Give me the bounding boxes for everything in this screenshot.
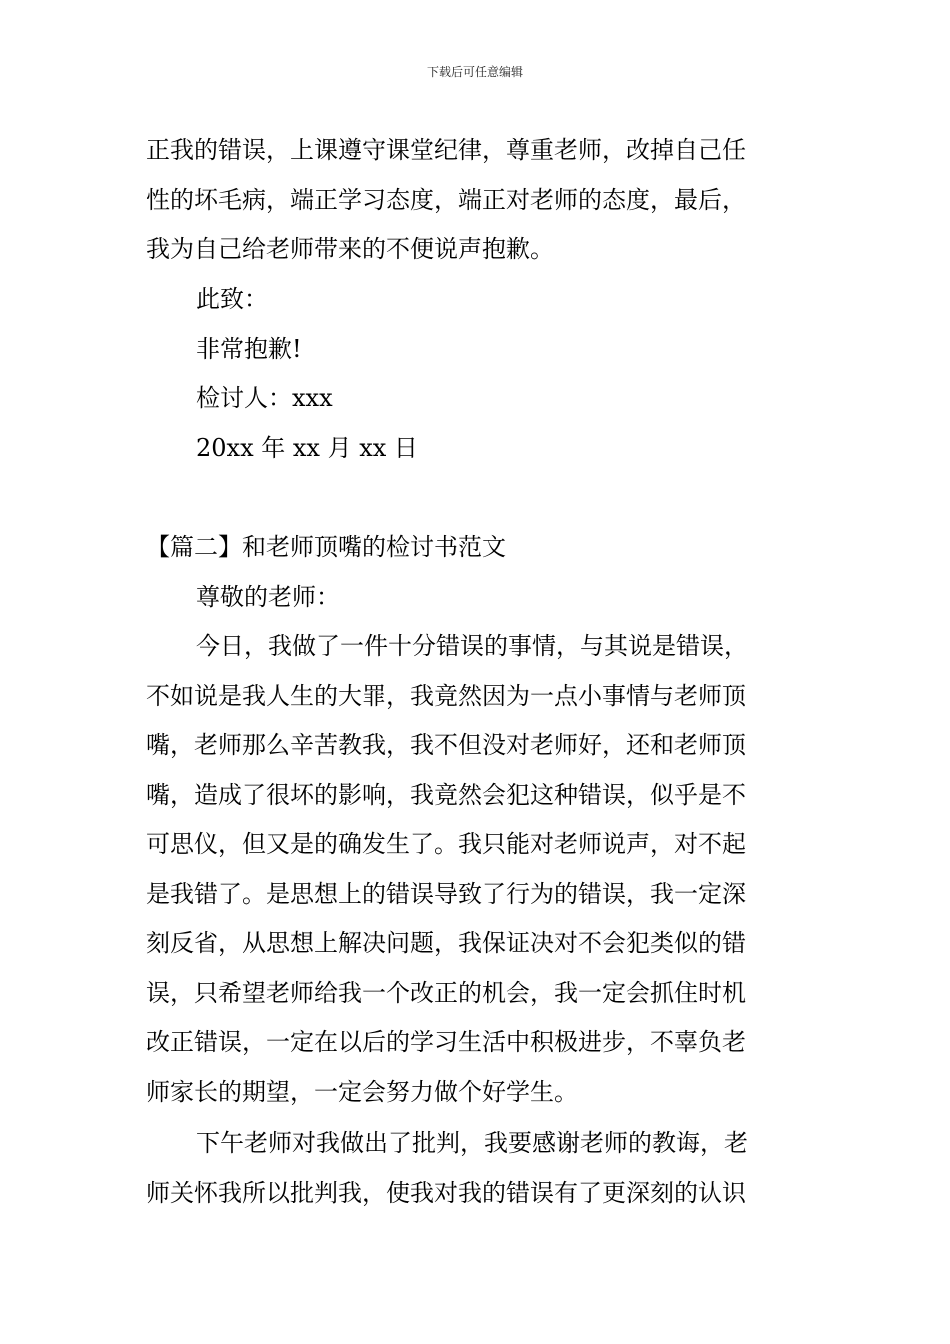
text-line: 刻反省，从思想上解决问题，我保证决对不会犯类似的错 xyxy=(146,929,746,957)
text-line: 改正错误，一定在以后的学习生活中积极进步，不辜负老 xyxy=(146,1028,746,1056)
greeting-line: 尊敬的老师： xyxy=(196,582,340,611)
section-title xyxy=(146,523,808,622)
text-line: 不如说是我人生的大罪，我竟然因为一点小事情与老师顶 xyxy=(146,681,746,710)
closing-paragraph xyxy=(146,126,808,275)
section-heading: 【篇二】和老师顶嘴的检讨书范文 xyxy=(146,533,506,561)
text-line: 误，只希望老师给我一个改正的机会，我一定会抓住时机 xyxy=(146,978,746,1007)
date-line: 20xx 年 xx 月 xx 日 xyxy=(196,433,418,462)
text-line: 正我的错误，上课遵守课堂纪律，尊重老师，改掉自己任 xyxy=(146,136,746,164)
text-line: 我为自己给老师带来的不便说声抱歉。 xyxy=(146,235,554,263)
closing-block xyxy=(146,275,808,473)
text-line: 师家长的期望，一定会努力做个好学生。 xyxy=(146,1077,578,1106)
page-header: 下载后可任意编辑 xyxy=(426,65,523,79)
text-line: 师关怀我所以批判我，使我对我的错误有了更深刻的认识 xyxy=(146,1178,746,1207)
salutation-close: 此致： xyxy=(196,285,268,313)
signer-line: 检讨人：xxx xyxy=(196,384,333,412)
text-line: 今日，我做了一件十分错误的事情，与其说是错误， xyxy=(196,632,748,660)
text-line: 嘴，造成了很坏的影响，我竟然会犯这种错误，似乎是不 xyxy=(146,780,746,809)
body-paragraph-1 xyxy=(146,622,808,1117)
text-line: 下午老师对我做出了批判，我要感谢老师的教诲，老 xyxy=(196,1129,748,1157)
text-line: 嘴，老师那么辛苦教我，我不但没对老师好，还和老师顶 xyxy=(146,731,746,759)
apology-line: 非常抱歉! xyxy=(196,334,302,363)
text-line: 是我错了。是思想上的错误导致了行为的错误，我一定深 xyxy=(146,879,746,908)
body-paragraph-2 xyxy=(146,1119,808,1218)
text-line: 可思仪，但又是的确发生了。我只能对老师说声，对不起 xyxy=(146,830,746,858)
text-line: 性的坏毛病，端正学习态度，端正对老师的态度，最后， xyxy=(146,185,746,214)
